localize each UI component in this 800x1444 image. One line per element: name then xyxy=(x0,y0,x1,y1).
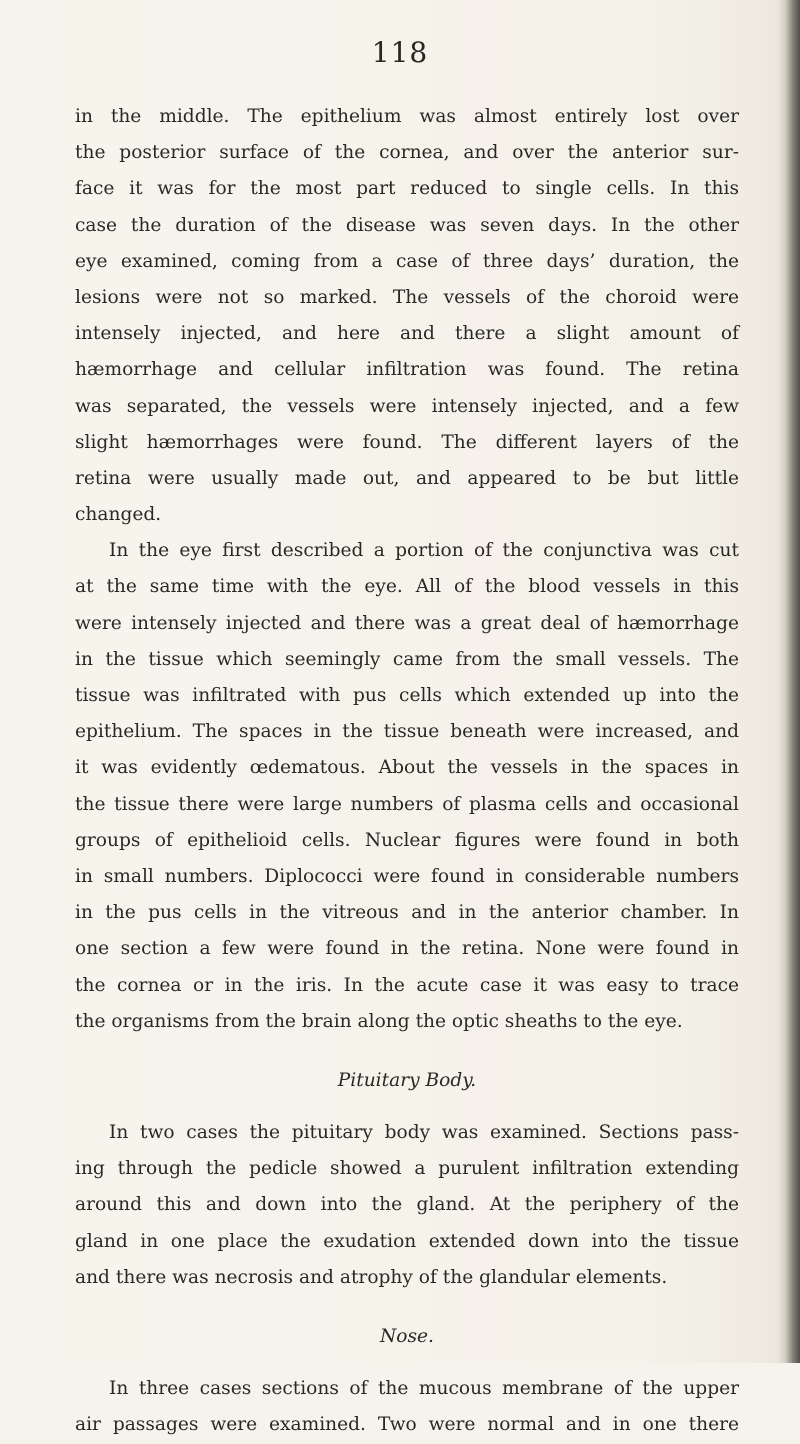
text-line: changed. xyxy=(75,504,162,526)
text-line: eye examined, coming from a case of three days’ duration, the xyxy=(75,250,739,272)
text-line: the posterior surface of the cornea, and over the anterior sur- xyxy=(75,142,739,164)
text-line: face it was for the most part reduced to single cells. In this xyxy=(75,178,739,200)
text-line: In two cases the pituitary body was examined. Sections pass- xyxy=(109,1122,739,1144)
text-line: at the same time with the eye. All of the blood vessels in this xyxy=(75,576,739,598)
text-line: case the duration of the disease was seven days. In the other xyxy=(75,214,739,236)
text-line: slight hæmorrhages were found. The different layers of the xyxy=(75,431,739,453)
text-line: tissue was infiltrated with pus cells which extended up into the xyxy=(75,685,739,706)
text-line: in small numbers. Diplococci were found in considerable numbers xyxy=(75,865,739,887)
text-line: was separated, the vessels were intensely injected, and a few xyxy=(75,395,739,417)
text-line: hæmorrhage and cellular infiltration was found. The retina xyxy=(75,359,739,381)
text-line: retina were usually made out, and appeared to be but little xyxy=(75,467,739,489)
body-text xyxy=(75,99,739,1444)
paragraph-pituitary xyxy=(75,1115,739,1296)
text-line: and there was necrosis and atrophy of the glandular elements. xyxy=(75,1266,668,1288)
text-line: were intensely injected and there was a great deal of hæmorrhage xyxy=(75,612,739,634)
section-heading-pituitary: Pituitary Body. xyxy=(337,1069,477,1091)
text-line: in the middle. The epithelium was almost entirely lost over xyxy=(75,106,739,127)
text-line: the tissue there were large numbers of plasma cells and occasional xyxy=(75,793,739,815)
text-line: gland in one place the exudation extended down into the tissue xyxy=(75,1230,739,1252)
text-line: lesions were not so marked. The vessels of the choroid were xyxy=(75,286,739,308)
text-line: in the pus cells in the vitreous and in the anterior chamber. In xyxy=(75,902,739,924)
paragraph-nose xyxy=(75,1371,739,1443)
paragraph-eye-lesions xyxy=(75,99,739,533)
text-line: In three cases sections of the mucous membrane of the upper xyxy=(109,1378,739,1400)
text-line: epithelium. The spaces in the tissue beneath were increased, and xyxy=(75,721,739,743)
text-line: In the eye first described a portion of the conjunctiva was cut xyxy=(109,540,739,562)
page-edge-shadow xyxy=(778,0,800,1363)
text-line: intensely injected, and here and there a slight amount of xyxy=(75,323,739,345)
text-line: groups of epithelioid cells. Nuclear figures were found in both xyxy=(75,829,739,851)
text-line: it was evidently œdematous. About the vessels in the spaces in xyxy=(75,757,739,779)
text-line: the cornea or in the iris. In the acute case it was easy to trace xyxy=(75,974,739,996)
page-number: 118 xyxy=(371,36,429,69)
text-line: around this and down into the gland. At the periphery of the xyxy=(75,1194,739,1216)
text-line: air passages were examined. Two were normal and in one there xyxy=(75,1414,739,1436)
text-line: the organisms from the brain along the optic sheaths to the eye. xyxy=(75,1010,683,1032)
paragraph-conjunctiva xyxy=(75,533,739,1040)
text-line: one section a few were found in the retina. None were found in xyxy=(75,938,739,960)
text-line: ing through the pedicle showed a purulent infiltration extending xyxy=(75,1158,739,1180)
text-line: in the tissue which seemingly came from the small vessels. The xyxy=(75,648,739,670)
section-heading-nose: Nose. xyxy=(380,1326,434,1347)
